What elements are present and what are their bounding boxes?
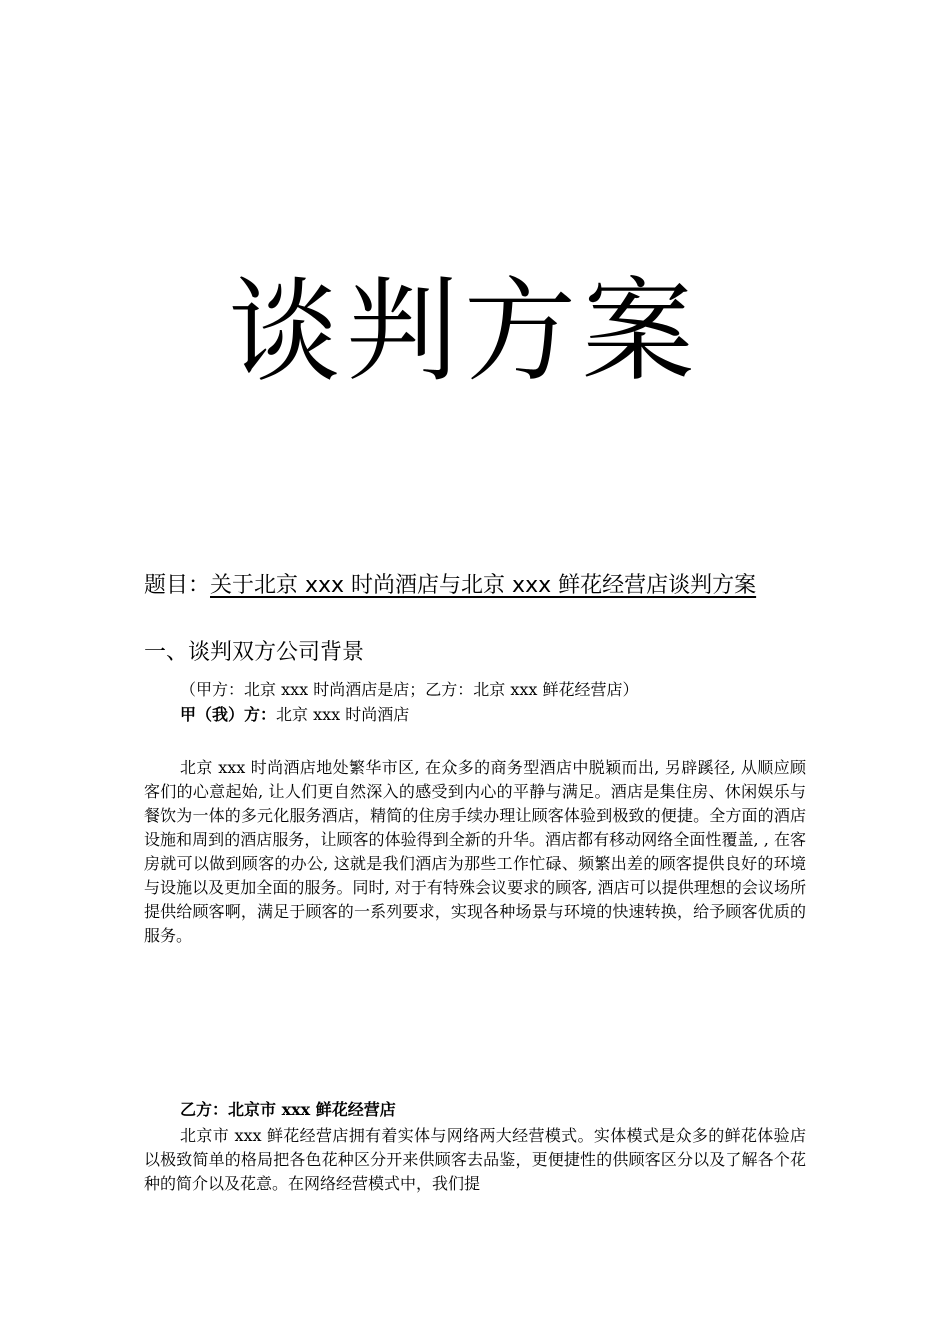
party-a-name: 北京 xxx 时尚酒店 [276,705,410,724]
parties-note: （甲方：北京 xxx 时尚酒店是店；乙方：北京 xxx 鲜花经营店） [180,680,639,699]
party-a-paragraph: 北京 xxx 时尚酒店地处繁华市区, 在众多的商务型酒店中脱颖而出, 另辟蹊径, 从顺应顾客们的心意起始, 让人们更自然深入的感受到内心的平静与满足。酒店是集住房、休闲娱乐与餐饮为一体的多元化服务酒店，精简的住房手续办理让顾客体验到极致的便捷。全方面的酒店设施和周到的酒店服务，让顾客的体验得到全新的升华。酒店都有移动网络全面性覆盖, , 在客房就可以做到顾客的办公, 这就是我们酒店为那些工作忙碌、频繁出差的顾客提供良好的环境与设施以及更加全面的服务。同时, 对于有特殊会议要求的顾客, 酒店可以提供理想的会议场所提供给顾客啊，满足于顾客的一系列要求，实现各种场景与环境的快速转换，给予顾客优质的服务。 [144,758,806,945]
subject-line [144,569,864,603]
section-heading-background: 一、谈判双方公司背景 [144,640,365,665]
subject-prefix: 题目： [144,573,211,598]
party-a-heading [180,703,409,727]
subject-text: 关于北京 xxx 时尚酒店与北京 xxx 鲜花经营店谈判方案 [210,573,757,598]
party-a-label: 甲（我）方： [180,705,277,724]
party-b-heading: 乙方：北京市 xxx 鲜花经营店 [180,1100,396,1119]
document-title: 谈判方案 [228,267,700,397]
party-b-paragraph: 北京市 xxx 鲜花经营店拥有着实体与网络两大经营模式。实体模式是众多的鲜花体验店以极致简单的格局把各色花种区分开来供顾客去品鉴，更便捷性的供顾客区分以及了解各个花种的简介以及花意。在网络经营模式中，我们提 [144,1126,806,1193]
